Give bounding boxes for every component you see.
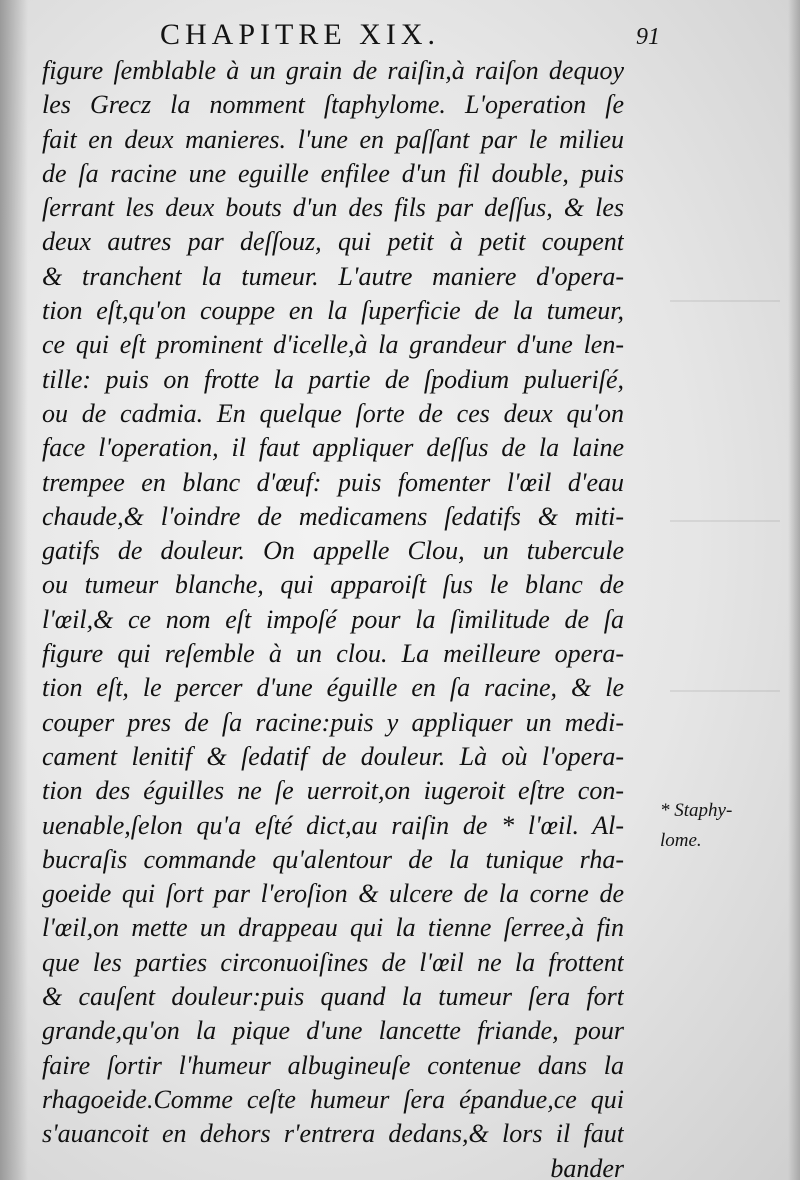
text-line: ou tumeur blanche, qui apparoiſt ſus le blanc de xyxy=(42,570,624,600)
text-line: bucraſis commande qu'alentour de la tunique rha- xyxy=(42,844,624,874)
text-line: tion eſt, le percer d'une éguille en ſa racine, & le xyxy=(42,673,624,703)
text-line: goeide qui ſort par l'eroſion & ulcere de la corne de xyxy=(42,879,624,909)
text-line: couper pres de ſa racine:puis y appliquer un medi- xyxy=(42,707,624,737)
text-line: de ſa racine une eguille enfilee d'un fil double, puis xyxy=(42,158,624,188)
text-line: s'auancoit en dehors r'entrera dedans,& lors il faut xyxy=(42,1119,624,1149)
spine-shadow xyxy=(0,0,28,1180)
text-line: ce qui eſt prominent d'icelle,à la grandeur d'une len- xyxy=(42,330,624,360)
text-line: faire ſortir l'humeur albugineuſe contenue dans la xyxy=(42,1050,624,1080)
margin-note-line: lome. xyxy=(660,830,702,851)
catchword: bander xyxy=(550,1153,624,1180)
text-line: chaude,& l'oindre de medicamens ſedatifs & miti- xyxy=(42,501,624,531)
text-line: grande,qu'on la pique d'une lancette friande, pour xyxy=(42,1016,624,1046)
margin-note-line: * Staphy- xyxy=(660,800,733,821)
text-line: gatifs de douleur. On appelle Clou, un tubercule xyxy=(42,536,624,566)
text-line: les Grecz la nomment ſtaphylome. L'operation ſe xyxy=(42,90,624,120)
text-line: uenable,ſelon qu'a eſté dict,au raiſin de * l'œil. Al- xyxy=(42,810,624,840)
page-edge-shadow xyxy=(788,0,800,1180)
text-line: que les parties circonuoiſines de l'œil ne la frottent xyxy=(42,947,624,977)
text-line: fait en deux manieres. l'une en paſſant par le milieu xyxy=(42,124,624,154)
text-line: ſerrant les deux bouts d'un des fils par deſſus, & les xyxy=(42,193,624,223)
text-line: cament lenitif & ſedatif de douleur. Là où l'opera- xyxy=(42,741,624,771)
text-line: tille: puis on frotte la partie de ſpodium pulueriſé, xyxy=(42,364,624,394)
text-line: l'œil,on mette un drappeau qui la tienne ſerree,à fin xyxy=(42,913,624,943)
running-head: CHAPITRE XIX. xyxy=(160,18,440,51)
text-line: face l'operation, il faut appliquer deſſus de la laine xyxy=(42,433,624,463)
text-line: & tranchent la tumeur. L'autre maniere d'opera- xyxy=(42,261,624,291)
show-through-mark xyxy=(670,520,780,522)
text-line: tion des éguilles ne ſe uerroit,on iugeroit eſtre con- xyxy=(42,776,624,806)
text-line: ou de cadmia. En quelque ſorte de ces deux qu'on xyxy=(42,398,624,428)
text-line: l'œil,& ce nom eſt impoſé pour la ſimilitude de ſa xyxy=(42,604,624,634)
text-line: & cauſent douleur:puis quand la tumeur ſera fort xyxy=(42,982,624,1012)
show-through-mark xyxy=(670,690,780,692)
show-through-mark xyxy=(670,300,780,302)
text-line: figure ſemblable à un grain de raiſin,à raiſon dequoy xyxy=(42,56,624,85)
body-text xyxy=(42,54,624,1180)
text-line: tion eſt,qu'on couppe en la ſuperficie de la tumeur, xyxy=(42,296,624,326)
text-line: deux autres par deſſouz, qui petit à petit coupent xyxy=(42,227,624,257)
text-line: rhagoeide.Comme ceſte humeur ſera épandue,ce qui xyxy=(42,1084,624,1114)
margin-note xyxy=(660,796,790,856)
text-line: figure qui reſemble à un clou. La meilleure opera- xyxy=(42,639,624,669)
text-line: trempee en blanc d'œuf: puis fomenter l'œil d'eau xyxy=(42,467,624,497)
page-header xyxy=(0,16,800,56)
page-number: 91 xyxy=(636,24,660,50)
